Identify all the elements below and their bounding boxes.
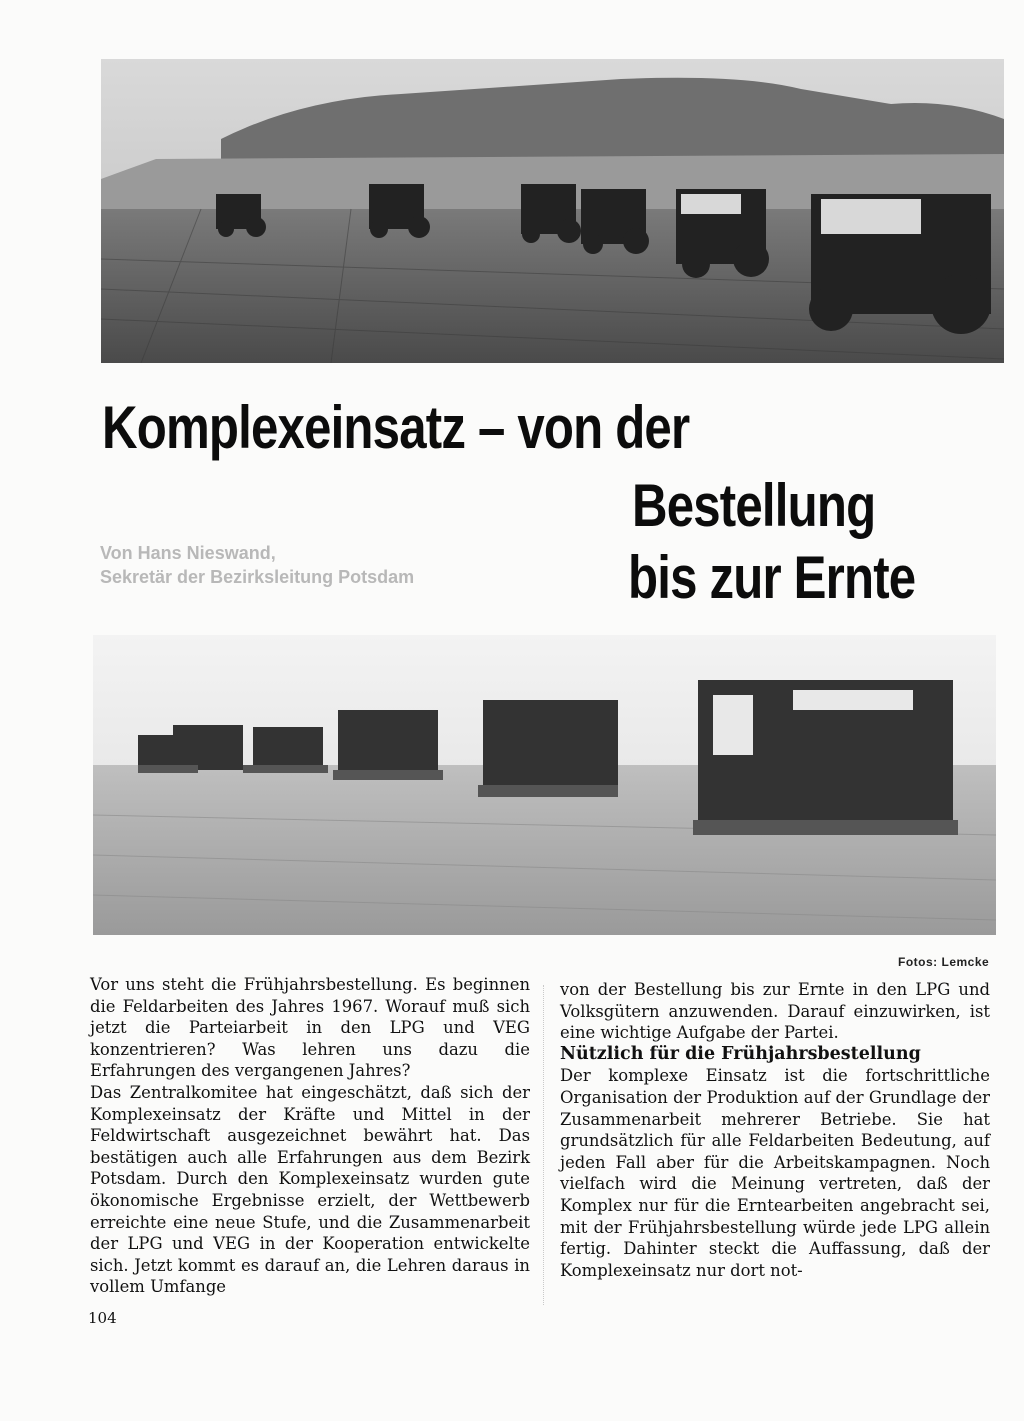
paragraph: von der Bestellung bis zur Ernte in den LPG und Volksgütern anzuwenden. Darauf einzuwirken, ist eine wichtige Aufgabe der Partei. [560,980,990,1043]
paragraph: Das Zentralkomitee hat eingeschätzt, daß sich der Komplexeinsatz der Kräfte und Mittel in der Feldwirtschaft ausgezeichnet bewährt hat. Das bestätigen auch alle Erfahrungen aus dem Bezirk Potsdam. Durch den Komplexeinsatz wurden gute ökonomische Ergebnisse erzielt, der Wettbewerb erreichte eine neue Stufe, und die Zusammenarbeit der LPG und VEG in der Kooperation entwickelte sich. Jetzt kommt es darauf an, die Lehren daraus in vollem Umfange [90,1082,530,1297]
headline-line-1: Komplexeinsatz – von der [102,394,690,461]
paragraph: Der komplexe Einsatz ist die fortschrittliche Organisation der Produktion auf der Grundlage der Zusammenarbeit mehrerer Betriebe. Sie hat grundsätzlich für alle Feldarbeiten Bedeutung, auf jeden Fall aber für die Arbeitskampagnen. Noch vielfach wird die Meinung vertreten, daß der Komplex nur für die Erntearbeiten angebracht sei, mit der Frühjahrsbestellung würde jede LPG allein fertig. Dahinter steckt die Auffassung, daß der Komplexeinsatz nur dort not- [560,1066,990,1280]
page-number: 104 [88,1309,117,1327]
subheading: Nützlich für die Frühjahrsbestellung [560,1043,921,1064]
right-column [560,979,990,1281]
headline-line-2: Bestellung [632,472,876,539]
byline [100,541,414,589]
column-divider [543,985,544,1305]
byline-position: Sekretär der Bezirksleitung Potsdam [100,567,415,587]
left-column [90,974,530,1298]
headline-line-3: bis zur Ernte [628,544,916,611]
paragraph: Vor uns steht die Frühjahrsbestellung. Es beginnen die Feldarbeiten des Jahres 1967. Worauf muß sich jetzt die Parteiarbeit in den LPG und VEG konzentrieren? Was lehren uns dazu die Erfahrungen des vergangenen Jahres? [90,975,530,1081]
combines-photo [93,635,996,935]
byline-author: Von Hans Nieswand, [100,543,276,563]
photo-credit: Fotos: Lemcke [898,955,990,969]
tractors-photo [101,59,1004,363]
